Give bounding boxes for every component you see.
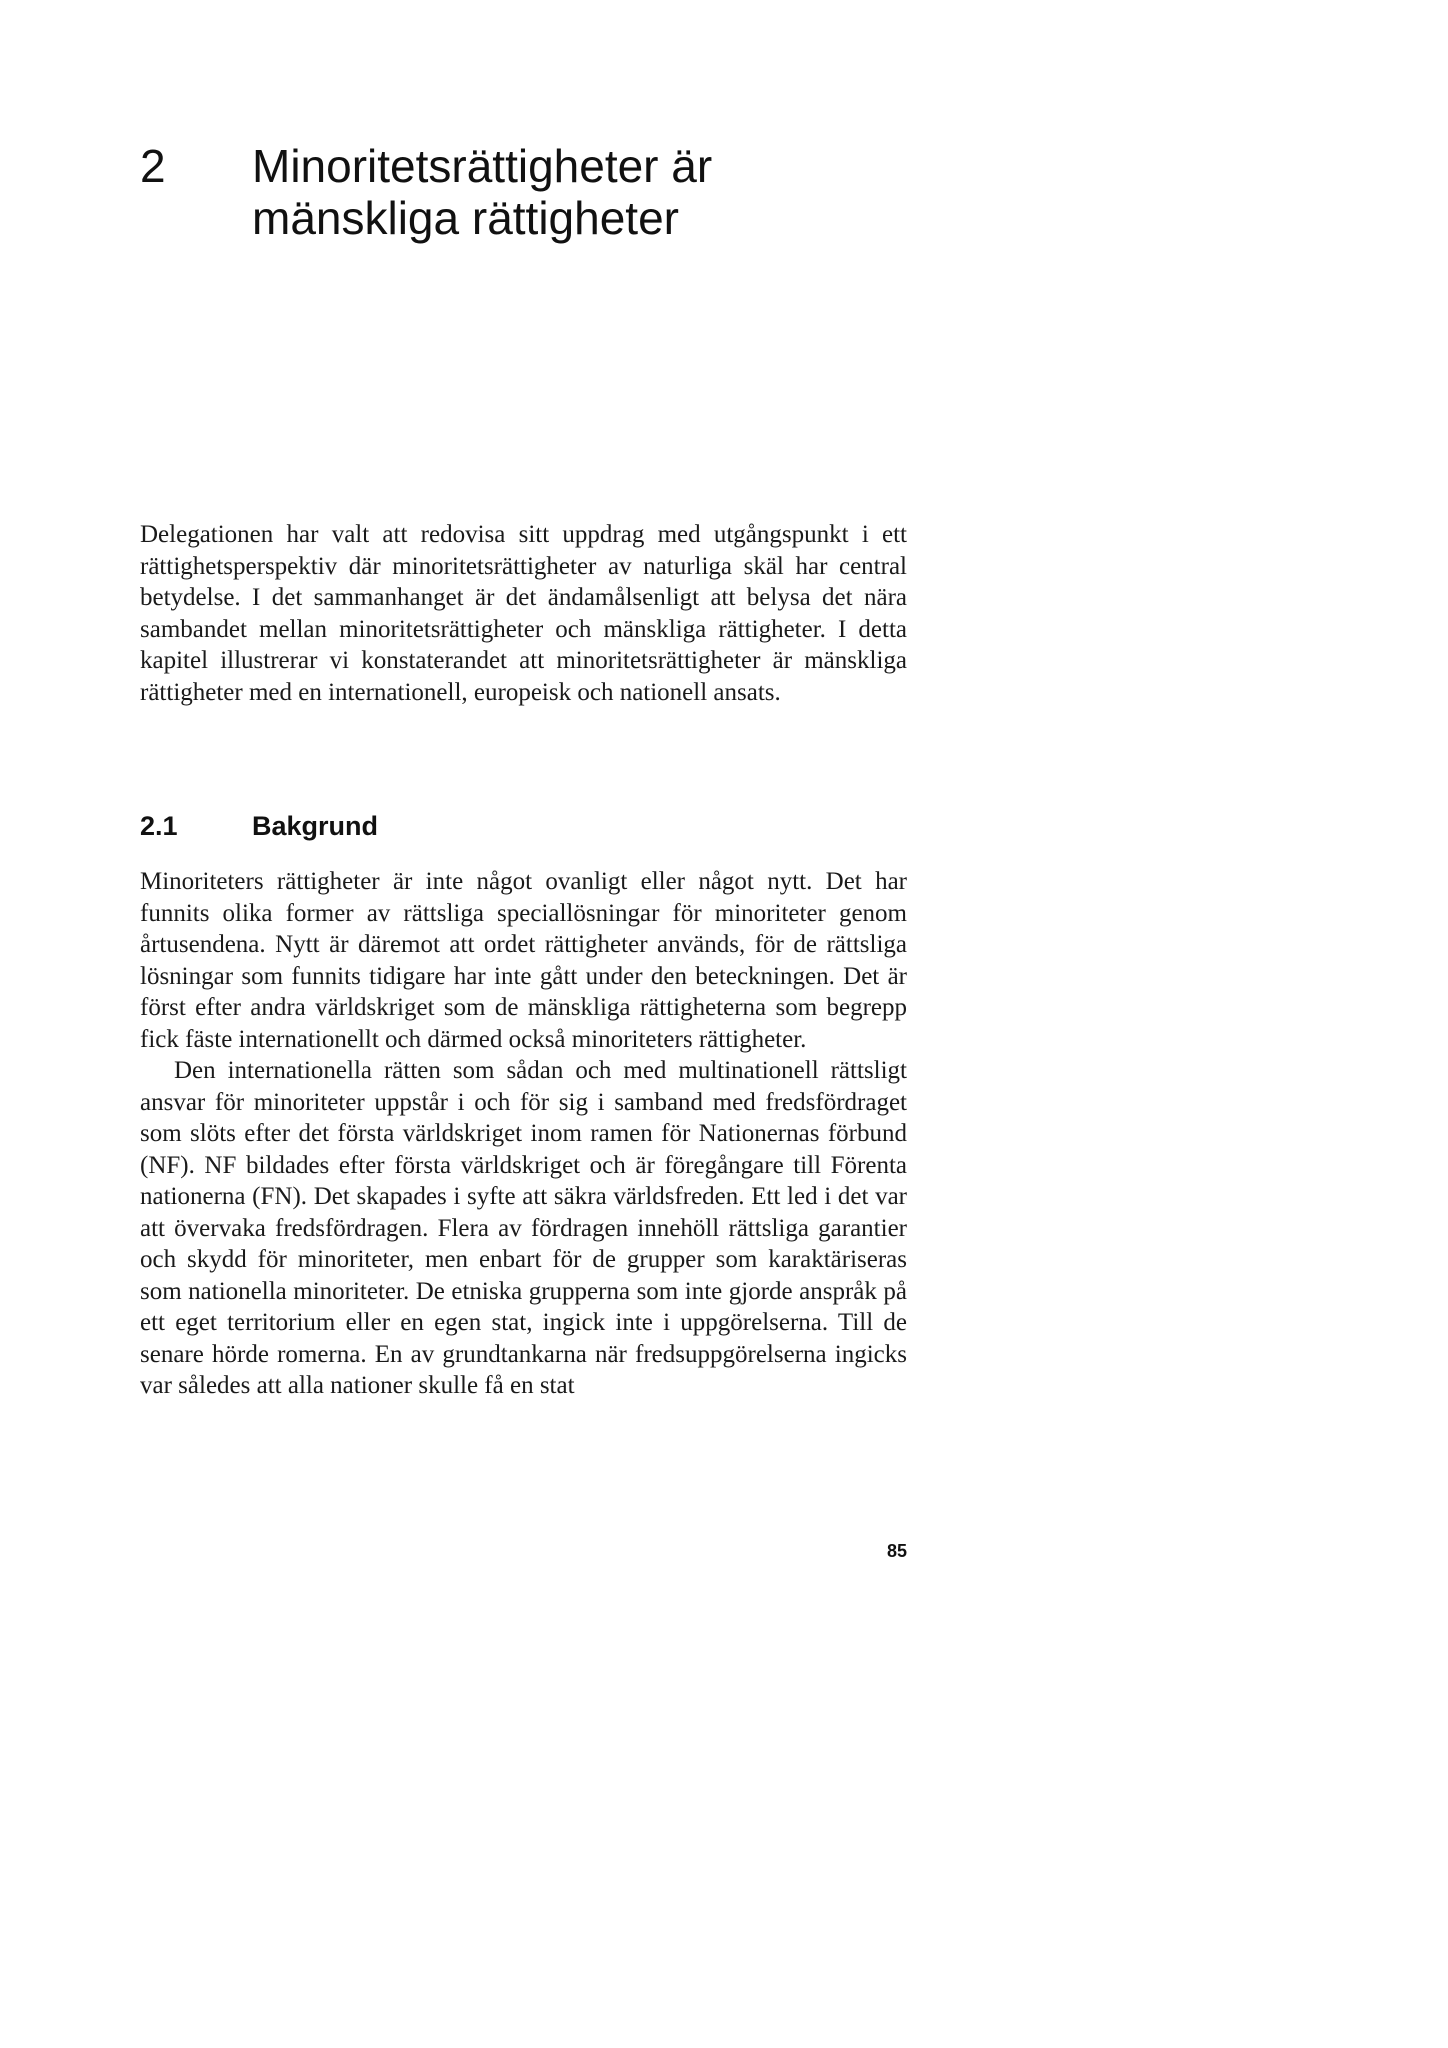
section-body xyxy=(140,866,907,1402)
chapter-title-line-1: Minoritetsrättigheter är xyxy=(252,140,713,192)
chapter-title-line-2: mänskliga rättigheter xyxy=(252,192,679,244)
section-number: 2.1 xyxy=(140,811,178,841)
page-number: 85 xyxy=(886,1541,907,1561)
section-paragraph-2: Den internationella rätten som sådan och med multinationell rättsligt ansvar för minoriteter uppstår i och för sig i samband med fredsfördraget som slöts efter det första världskriget inom ramen för Nationernas förbund (NF). NF bildades efter första världskriget och är föregångare till Förenta nationerna (FN). Det skapades i syfte att säkra världsfreden. Ett led i det var att övervaka fredsfördragen. Flera av fördragen innehöll rättsliga garantier och skydd för minoriteter, men enbart för de grupper som karaktäriseras som nationella minoriteter. De etniska grupperna som inte gjorde anspråk på ett eget territorium eller en egen stat, ingick inte i uppgörelserna. Till de senare hörde romerna. En av grundtankarna när fredsuppgörelserna ingicks var således att alla nationer skulle få en stat xyxy=(140,1057,907,1399)
intro-section xyxy=(140,519,907,708)
section-title: Bakgrund xyxy=(252,811,379,841)
chapter-title xyxy=(252,140,872,244)
section-paragraph-1: Minoriteters rättigheter är inte något ovanligt eller något nytt. Det har funnits olika former av rättsliga speciallösningar för minoriteter genom årtusendena. Nytt är däremot att ordet rättigheter används, för de rättsliga lösningar som funnits tidigare har inte gått under den beteckningen. Det är först efter andra världskriget som de mänskliga rättigheterna som begrepp fick fäste internationellt och därmed också minoriteters rättigheter. xyxy=(140,868,907,1053)
chapter-number: 2 xyxy=(140,140,166,192)
intro-paragraph: Delegationen har valt att redovisa sitt uppdrag med utgångspunkt i ett rättighetsperspektiv där minoritetsrättigheter av naturliga skäl har central betydelse. I det sammanhanget är det ändamålsenligt att belysa det nära sambandet mellan minoritetsrättigheter och mänskliga rättigheter. I detta kapitel illustrerar vi konstaterandet att minoritetsrättigheter är mänskliga rättigheter med en internationell, europeisk och nationell ansats. xyxy=(140,521,907,706)
